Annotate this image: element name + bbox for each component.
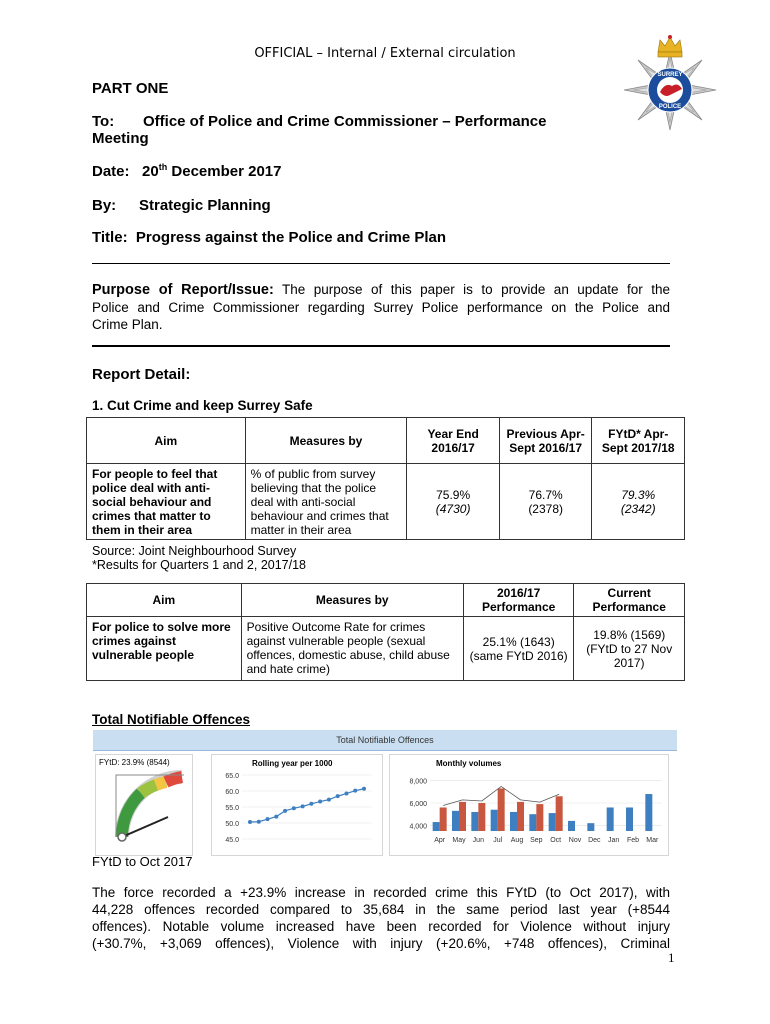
purpose-label: Purpose of Report/Issue: <box>92 282 274 298</box>
x-tick-label: Dec <box>588 837 601 844</box>
bar <box>452 811 459 831</box>
measure-cell: Positive Outcome Rate for crimes against vulnerable people (sexual offences, domestic abuse, child abuse and hate crime) <box>241 617 463 681</box>
date-label: Date: <box>92 163 130 180</box>
fytd-count: (2342) <box>620 501 656 516</box>
svg-text:POLICE: POLICE <box>658 104 682 110</box>
x-tick-label: Nov <box>568 837 582 844</box>
to-value: Office of Police and Crime Commissioner – Performance <box>143 113 547 130</box>
bar <box>459 802 466 831</box>
y-tick-label: 65.0 <box>225 773 239 780</box>
bar <box>471 812 478 831</box>
date-day: 20 <box>142 163 159 180</box>
x-tick-label: Feb <box>626 837 640 844</box>
purpose-text-1: The purpose of this paper is to provide an update for the <box>282 282 670 297</box>
data-point <box>301 804 305 808</box>
bar <box>529 814 536 831</box>
purpose-block <box>92 281 670 333</box>
gauge-panel <box>95 754 193 856</box>
data-point <box>353 789 357 793</box>
rolling-chart <box>212 755 382 855</box>
data-point <box>266 817 270 821</box>
bar <box>440 807 447 831</box>
bar <box>498 788 505 831</box>
bar <box>517 802 524 831</box>
by-label: By: <box>92 197 117 214</box>
body-line: (+30.7%, +3,069 offences), Violence with injury (+20.6%, +748 offences), Criminal <box>92 936 670 951</box>
header-fytd: FYtD* Apr-Sept 2017/18 <box>592 418 685 464</box>
to-label: To: <box>92 113 115 130</box>
y-tick-label: 45.0 <box>225 837 239 844</box>
bar <box>556 796 563 831</box>
previous-count: (2378) <box>528 501 563 516</box>
data-point <box>309 802 313 806</box>
monthly-chart-panel <box>389 754 669 856</box>
aim-cell: For police to solve more crimes against vulnerable people <box>87 617 242 681</box>
measures-table-2 <box>86 583 685 681</box>
divider <box>92 345 670 347</box>
bar <box>491 810 498 831</box>
data-point <box>362 787 366 791</box>
fytd-note: FYtD to Oct 2017 <box>92 854 193 869</box>
x-tick-label: Oct <box>550 837 562 844</box>
page-header: OFFICIAL – Internal / External circulation <box>254 46 516 61</box>
purpose-text-2: Police and Crime Commissioner regarding Surrey Police performance on the Police and <box>92 300 670 315</box>
data-point <box>283 809 287 813</box>
bar <box>645 794 652 831</box>
tno-dashboard <box>93 730 677 856</box>
year-end-pct: 75.9% <box>436 487 471 502</box>
title-value: Progress against the Police and Crime Plan <box>135 229 447 246</box>
year-end-cell <box>407 464 500 540</box>
x-tick-label: Mar <box>646 837 659 844</box>
date-line <box>92 162 281 180</box>
x-tick-label: Sep <box>530 837 543 844</box>
rolling-chart-title: Rolling year per 1000 <box>252 759 333 768</box>
divider <box>92 263 670 264</box>
header-performance: 2016/17 Performance <box>463 584 574 617</box>
x-tick-label: Apr <box>434 837 446 844</box>
gauge-chart <box>96 755 192 855</box>
date-rest: December 2017 <box>171 163 282 180</box>
y-tick-label: 8,000 <box>409 778 427 786</box>
data-point <box>336 794 340 798</box>
x-tick-label: Jan <box>608 837 620 844</box>
tno-heading: Total Notifiable Offences <box>92 712 251 727</box>
y-tick-label: 60.0 <box>225 789 239 796</box>
x-tick-label: Aug <box>510 837 524 844</box>
table-row <box>87 464 685 540</box>
data-point <box>257 820 261 824</box>
y-tick-label: 6,000 <box>409 801 427 808</box>
monthly-chart-title: Monthly volumes <box>436 759 502 768</box>
rolling-chart-panel <box>211 754 383 856</box>
bar <box>433 822 440 831</box>
section-heading: 1. Cut Crime and keep Surrey Safe <box>92 398 313 413</box>
data-point <box>318 800 322 804</box>
table-row <box>87 617 685 681</box>
measures-table-1 <box>86 417 685 540</box>
measure-cell: % of public from survey believing that the police deal with anti-social behaviour and crimes that matter in their area <box>245 464 407 540</box>
source-note: Source: Joint Neighbourhood Survey <box>92 544 297 558</box>
bar <box>587 823 594 831</box>
data-point <box>292 806 296 810</box>
dashboard-banner: Total Notifiable Offences <box>93 730 677 751</box>
purpose-text-3: Crime Plan. <box>92 317 163 332</box>
table-header-row <box>87 418 685 464</box>
current-cell: 19.8% (1569) (FYtD to 27 Nov 2017) <box>574 617 685 681</box>
by-value: Strategic Planning <box>139 197 271 214</box>
header-measures: Measures by <box>245 418 407 464</box>
monthly-chart <box>390 755 668 855</box>
to-value-line2: Meeting <box>92 130 149 147</box>
bar <box>478 803 485 831</box>
title-label: Title: <box>92 229 128 246</box>
x-tick-label: May <box>452 837 466 844</box>
bar <box>536 804 543 831</box>
body-line: The force recorded a +23.9% increase in recorded crime this FYtD (to Oct 2017), with <box>92 885 670 900</box>
body-line: offences). Notable volume increased have been recorded for Violence without injury <box>92 919 670 934</box>
header-year-end: Year End 2016/17 <box>407 418 500 464</box>
header-previous: Previous Apr-Sept 2016/17 <box>499 418 592 464</box>
date-suffix: th <box>158 162 168 172</box>
data-point <box>248 820 252 824</box>
body-paragraph <box>92 884 670 952</box>
year-end-count: (4730) <box>435 501 471 516</box>
y-tick-label: 4,000 <box>409 823 427 831</box>
bar <box>626 807 633 831</box>
header-measures: Measures by <box>241 584 463 617</box>
surrey-police-logo <box>620 32 720 152</box>
x-tick-label: Jun <box>472 837 484 844</box>
bar <box>568 821 575 831</box>
previous-pct: 76.7% <box>528 487 563 502</box>
page-number: 1 <box>668 950 675 965</box>
bar <box>607 807 614 831</box>
part-heading: PART ONE <box>92 80 169 97</box>
bar <box>549 813 556 831</box>
data-point <box>344 792 348 796</box>
svg-text:SURREY: SURREY <box>657 72 683 78</box>
fytd-cell <box>592 464 685 540</box>
data-point <box>274 815 278 819</box>
fytd-pct: 79.3% <box>621 487 656 502</box>
header-aim: Aim <box>87 584 242 617</box>
x-tick-label: Jul <box>493 837 503 844</box>
aim-cell: For people to feel that police deal with anti-social behaviour and crimes that matter to them in their area <box>87 464 246 540</box>
header-current: Current Performance <box>574 584 685 617</box>
title-line <box>92 229 446 246</box>
table-header-row <box>87 584 685 617</box>
gauge-label: FYtD: 23.9% (8544) <box>99 758 170 767</box>
performance-cell: 25.1% (1643) (same FYtD 2016) <box>463 617 574 681</box>
results-note: *Results for Quarters 1 and 2, 2017/18 <box>92 558 307 572</box>
body-line: 44,228 offences recorded compared to 35,684 in the same period last year (+8544 <box>92 902 670 917</box>
y-tick-label: 50.0 <box>225 821 239 828</box>
report-detail-heading: Report Detail: <box>92 366 191 383</box>
previous-cell <box>499 464 592 540</box>
bar <box>510 812 517 831</box>
data-point <box>327 798 331 802</box>
y-tick-label: 55.0 <box>225 805 239 812</box>
header-aim: Aim <box>87 418 246 464</box>
